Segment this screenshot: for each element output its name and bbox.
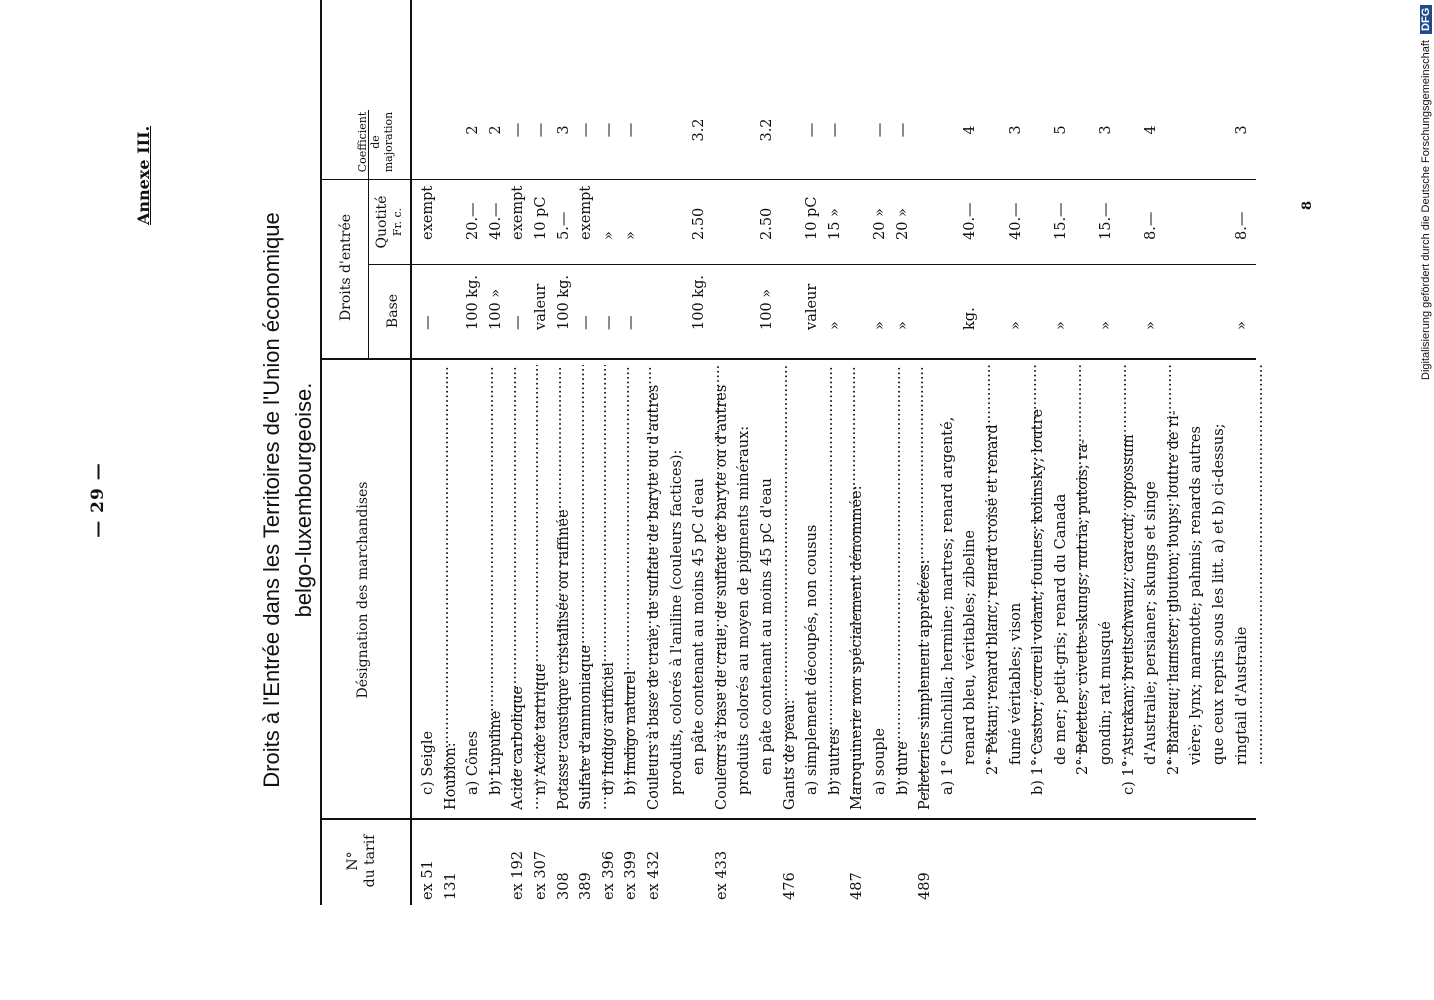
cell-base: » xyxy=(1098,321,1114,330)
cell-base: 100 kg. xyxy=(465,275,482,330)
cell-base: 100 kg. xyxy=(691,275,708,330)
table-row xyxy=(465,0,487,1000)
table-row xyxy=(895,0,917,1000)
cell-quotite: 5.— xyxy=(555,211,572,240)
cell-base: kg. xyxy=(962,307,979,330)
cell-coefficient: 3.2 xyxy=(691,118,708,142)
table-row xyxy=(985,0,1007,1000)
cell-coefficient: — xyxy=(894,122,911,138)
cell-designation: en pâte contenant au moins 45 pC d'eau ..... xyxy=(759,365,791,775)
table-row xyxy=(533,0,555,1000)
cell-designation: vière; lynx; marmotte; pahmis; renards autres xyxy=(1188,426,1205,765)
table-row xyxy=(578,0,600,1000)
table-row xyxy=(669,0,691,1000)
cell-designation: Gants de peau: xyxy=(781,699,798,810)
cell-base: valeur xyxy=(533,283,549,330)
cell-designation: 2° Pékan; renard blanc, renard croisé et renard xyxy=(985,424,1001,775)
cell-designation: b) Lupuline ..... xyxy=(488,365,520,795)
cell-base: 100 kg. xyxy=(555,275,572,330)
cell-quotite: 15 » xyxy=(826,208,843,240)
table-row xyxy=(1075,0,1097,1000)
cell-coefficient: 2 xyxy=(487,125,504,135)
cell-quotite: 40.— xyxy=(962,202,979,240)
cell-designation: Potasse caustique cristallisée ou raffinée ..... xyxy=(556,365,588,810)
table-row xyxy=(1121,0,1143,1000)
cell-designation: a) Cônes ..... xyxy=(465,365,497,795)
cell-base: — xyxy=(578,315,595,330)
cell-designation: a) souple ..... xyxy=(872,365,904,795)
cell-designation: produits colorés au moyen de pigments minéraux: xyxy=(736,425,753,795)
cell-base: » xyxy=(1052,321,1069,330)
table-row xyxy=(736,0,758,1000)
table-row xyxy=(1211,0,1233,1000)
table-row xyxy=(646,0,668,1000)
table-row xyxy=(488,0,510,1000)
cell-base: » xyxy=(872,321,888,330)
cell-designation: Couleurs à base de craie, de sulfate de baryte ou d'autres xyxy=(646,384,662,810)
cell-designation: fumé véritables; vison ..... xyxy=(1008,365,1040,765)
table-row xyxy=(1098,0,1120,1000)
table-row xyxy=(443,0,465,1000)
cell-designation: b) 1° Castor; écureil volant; fouines; kolinsky; loutre xyxy=(1030,408,1047,795)
cell-coefficient: 2 xyxy=(465,125,482,135)
cell-tarif: 131 xyxy=(442,872,459,900)
cell-tarif: ex 396 xyxy=(600,850,617,900)
cell-designation: Couleurs à base de craie, de sulfate de baryte ou d'autres xyxy=(713,384,730,810)
cell-designation: n) Acide tartrique ..... xyxy=(533,365,565,795)
cell-base: 100 » xyxy=(759,288,775,330)
cell-coefficient: — xyxy=(623,122,640,138)
page-number: — 29 — xyxy=(88,462,108,538)
signature-number: 8 xyxy=(1300,200,1315,210)
cell-designation: b) Indigo naturel ..... xyxy=(623,365,655,795)
cell-designation: 2° Belettes; civette-skungs; nutria; putois; ra- xyxy=(1075,439,1092,775)
cell-quotite: » xyxy=(623,231,640,240)
cell-quotite: 2.50 xyxy=(759,207,775,240)
table-row xyxy=(1053,0,1075,1000)
cell-coefficient: — xyxy=(578,122,595,138)
cell-quotite: 20.— xyxy=(465,202,482,240)
cell-base: » xyxy=(1007,321,1024,330)
table-row xyxy=(1166,0,1188,1000)
cell-tarif: 487 xyxy=(849,872,866,900)
table-row xyxy=(1143,0,1165,1000)
cell-coefficient: — xyxy=(510,122,527,138)
cell-designation: d) Indigo artificiel ..... xyxy=(601,365,633,795)
cell-designation: 2° Blaireau; hamster; glouton; loups; loutre de ri- xyxy=(1165,410,1182,775)
title-line-1: Droits à l'Entrée dans les Territoires de l'Union économique xyxy=(259,212,284,788)
cell-designation: de mer; petit-gris; renard du Canada ..... xyxy=(1053,365,1085,765)
cell-designation: que ceux repris sous les litt. a) et b) ci-dessus; xyxy=(1211,423,1227,765)
cell-quotite: exempt xyxy=(510,185,527,240)
table-header-rule xyxy=(410,0,412,905)
cell-base: » xyxy=(1233,321,1250,330)
cell-base: 100 » xyxy=(487,288,504,330)
header-tarif: N° du tarif xyxy=(345,834,378,888)
cell-coefficient: 3 xyxy=(555,125,572,135)
cell-designation: a) simplement découpés, non cousus ..... xyxy=(804,365,836,795)
header-droits: Droits d'entrée xyxy=(338,213,354,322)
cell-coefficient: — xyxy=(804,122,821,138)
cell-quotite: 2.50 xyxy=(691,207,708,240)
table-row xyxy=(623,0,645,1000)
cell-base: — xyxy=(420,315,436,330)
cell-tarif: 308 xyxy=(555,872,572,900)
cell-base: » xyxy=(1143,321,1160,330)
cell-designation: c) 1° Astrakan; breitschwanz; caracul; oppossum xyxy=(1120,434,1137,795)
table-row xyxy=(714,0,736,1000)
cell-tarif: ex 192 xyxy=(510,850,527,900)
table-row xyxy=(827,0,849,1000)
table-row xyxy=(872,0,894,1000)
table-row xyxy=(849,0,871,1000)
cell-quotite: exempt xyxy=(578,185,595,240)
cell-coefficient: 3 xyxy=(1007,125,1024,135)
cell-coefficient: 4 xyxy=(962,125,979,135)
cell-coefficient: — xyxy=(826,122,843,138)
title-line-2: belgo-luxembourgeoise. xyxy=(291,382,316,618)
cell-base: — xyxy=(623,315,640,330)
table-row xyxy=(1188,0,1210,1000)
cell-base: valeur xyxy=(804,283,821,330)
table-row xyxy=(691,0,713,1000)
cell-tarif: ex 399 xyxy=(623,850,640,900)
cell-quotite: » xyxy=(600,231,617,240)
table-row xyxy=(940,0,962,1000)
cell-designation: gondin; rat musqué ..... xyxy=(1098,365,1130,765)
cell-quotite: 40.— xyxy=(1007,202,1024,240)
cell-coefficient: — xyxy=(533,122,549,138)
cell-base: — xyxy=(510,315,527,330)
cell-quotite: 40.— xyxy=(487,202,504,240)
cell-tarif: 389 xyxy=(578,872,595,900)
cell-coefficient: 5 xyxy=(1052,125,1069,135)
cell-quotite: 15.— xyxy=(1052,202,1069,240)
cell-designation: Houblon: xyxy=(442,742,459,810)
cell-designation: b) autres ..... xyxy=(827,365,859,795)
cell-designation: d'Australie; persianer; skungs et singe ..... xyxy=(1143,365,1175,765)
cell-tarif: ex 51 xyxy=(420,860,436,900)
table-row xyxy=(510,0,532,1000)
digitization-note: Digitalisierung gefördert durch die Deutsche Forschungsgemeinschaft DFG xyxy=(1420,5,1432,380)
table-row xyxy=(601,0,623,1000)
header-base: Base xyxy=(385,293,401,329)
cell-coefficient: — xyxy=(872,122,888,138)
table-row xyxy=(1234,0,1256,1000)
table-row xyxy=(1008,0,1030,1000)
header-quotite: Quotité Fr. c. xyxy=(374,195,404,249)
header-designation: Désignation des marchandises xyxy=(355,481,371,699)
cell-designation: Sulfate d'ammoniaque ..... xyxy=(578,365,610,810)
cell-designation: en pâte contenant au moins 45 pC d'eau ..... xyxy=(691,365,723,775)
cell-coefficient: — xyxy=(600,122,617,138)
cell-base: » xyxy=(826,321,843,330)
cell-quotite: 20 » xyxy=(894,208,911,240)
annexe-label: Annexe III. xyxy=(134,125,153,225)
cell-quotite: 8.— xyxy=(1233,211,1250,240)
dfg-logo: DFG xyxy=(1420,5,1432,34)
table-row xyxy=(782,0,804,1000)
cell-tarif: ex 307 xyxy=(533,850,549,900)
table-row xyxy=(420,0,442,1000)
cell-coefficient: 4 xyxy=(1143,125,1160,135)
cell-coefficient: 3.2 xyxy=(759,118,775,142)
page-title xyxy=(256,70,320,930)
cell-designation: ringtail d'Australie ..... xyxy=(1234,365,1266,765)
header-coefficient: Coefficient de majoration xyxy=(356,111,395,173)
cell-designation: Acide carbolique ..... xyxy=(510,365,542,810)
cell-designation: renard bleu, véritables; zibeline ..... xyxy=(962,365,994,765)
table-row xyxy=(556,0,578,1000)
cell-quotite: 10 pC xyxy=(533,196,549,240)
cell-base: » xyxy=(894,321,911,330)
cell-quotite: 15.— xyxy=(1098,202,1114,240)
cell-designation: c) Seigle ..... xyxy=(420,365,452,795)
table-row xyxy=(759,0,781,1000)
table-row xyxy=(962,0,984,1000)
cell-quotite: 8.— xyxy=(1143,211,1160,240)
table-row xyxy=(1030,0,1052,1000)
cell-quotite: 20 » xyxy=(872,208,888,240)
cell-designation: Pelleteries simplement apprêtées: xyxy=(917,559,934,810)
cell-quotite: exempt xyxy=(420,185,436,240)
cell-designation: Maroquinerie non spécialement dénommée: xyxy=(849,485,866,810)
cell-tarif: 489 xyxy=(917,872,934,900)
cell-tarif: ex 433 xyxy=(713,850,730,900)
cell-base: — xyxy=(600,315,617,330)
table-top-rule xyxy=(320,0,322,905)
cell-designation: a) 1° Chinchilla; hermine; martres; renard argenté, xyxy=(939,416,956,795)
cell-coefficient: 3 xyxy=(1233,125,1250,135)
cell-tarif: ex 432 xyxy=(646,850,662,900)
cell-tarif: 476 xyxy=(781,872,798,900)
cell-coefficient: 3 xyxy=(1098,125,1114,135)
table-row xyxy=(804,0,826,1000)
cell-designation: b) dure ..... xyxy=(895,365,927,795)
cell-designation: produits, colorés à l'aniline (couleurs factices): xyxy=(668,449,685,795)
cell-quotite: 10 pC xyxy=(804,196,821,240)
table-row xyxy=(917,0,939,1000)
